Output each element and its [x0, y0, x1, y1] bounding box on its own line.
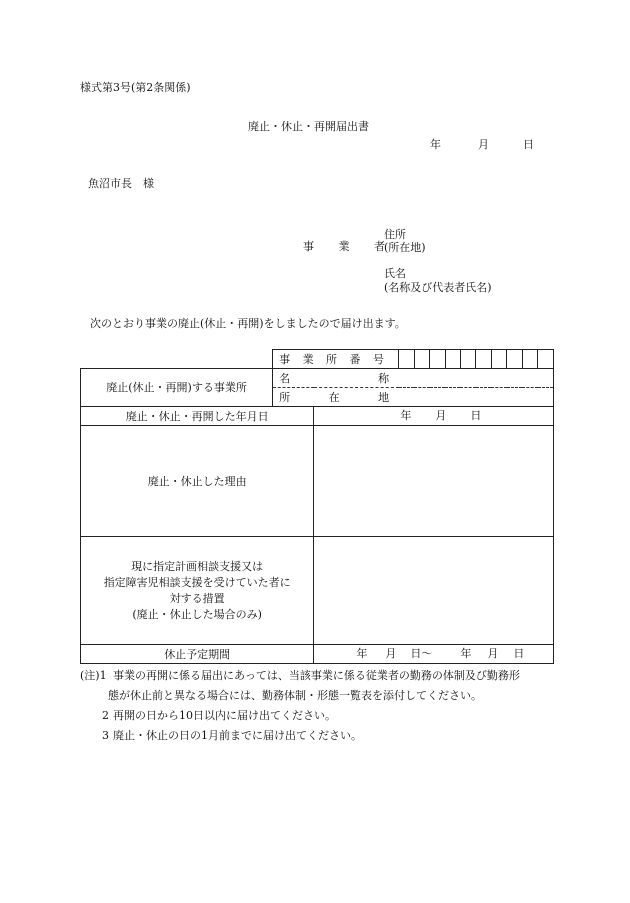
date-row: [81, 407, 554, 426]
measures-label: [81, 537, 314, 645]
note-number: 3: [102, 729, 109, 742]
measures-row: [81, 537, 554, 645]
office-number-digit-box[interactable]: [430, 350, 445, 369]
period-from-month: 月: [385, 647, 397, 660]
period-from-year: 年: [356, 647, 368, 660]
office-location-char: 地: [378, 390, 390, 404]
office-number-digit-box[interactable]: [445, 350, 460, 369]
office-number-digit-box[interactable]: [522, 350, 537, 369]
office-number-digit-box[interactable]: [476, 350, 491, 369]
note-text: 廃止・休止の日の1月前までに届け出てください。: [113, 729, 362, 742]
period-to-day: 日: [513, 647, 525, 660]
date-month: 月: [435, 409, 447, 422]
measures-field[interactable]: [314, 537, 554, 645]
office-location-field[interactable]: [399, 388, 554, 407]
date-day: 日: [470, 409, 482, 422]
office-number-digit-box[interactable]: [460, 350, 475, 369]
note-text: 再開の日から10日以内に届け出てください。: [113, 709, 336, 722]
date-field[interactable]: [314, 407, 554, 426]
measures-line: (廃止・休止した場合のみ): [132, 607, 262, 621]
office-name-char: 名: [279, 371, 291, 385]
office-number-char: 所: [326, 352, 338, 366]
applicant-label-char: 業: [338, 240, 350, 253]
office-name-char: 称: [378, 371, 390, 385]
form-number: 様式第3号(第2条関係): [80, 81, 191, 94]
applicant-label: [303, 241, 385, 252]
period-from-day: 日〜: [410, 647, 433, 660]
office-location-label: [273, 388, 399, 407]
submission-day: 日: [523, 138, 534, 151]
reason-field[interactable]: [314, 426, 554, 537]
note-item: [80, 726, 560, 746]
name-label: 氏名: [384, 267, 406, 280]
office-number-char: 事: [279, 352, 291, 366]
office-location-char: 所: [279, 390, 291, 404]
office-number-digit-box[interactable]: [507, 350, 522, 369]
note-text: 態が休止前と異なる場合には、勤務体制・形態一覧表を添付してください。: [108, 689, 482, 702]
office-number-digit-box[interactable]: [399, 350, 414, 369]
period-to-month: 月: [487, 647, 499, 660]
submission-month: 月: [478, 138, 489, 151]
note-item: [80, 706, 560, 726]
note-number: 2: [102, 709, 109, 722]
office-number-row: [81, 350, 554, 369]
notes: [80, 666, 560, 746]
office-number-label: [273, 350, 399, 369]
office-number-char: 号: [373, 352, 385, 366]
intro-text: 次のとおり事業の廃止(休止・再開)をしましたので届け出ます。: [90, 317, 406, 330]
period-label: 休止予定期間: [81, 645, 314, 664]
office-label: 廃止(休止・再開)する事業所: [81, 369, 273, 407]
reason-row: [81, 426, 554, 537]
addressee: 魚沼市長 様: [88, 177, 154, 190]
period-to-year: 年: [460, 647, 472, 660]
office-number-char: 業: [302, 352, 314, 366]
reason-label: 廃止・休止した理由: [81, 426, 314, 537]
applicant-label-char: 事: [303, 240, 314, 253]
document-title: 廃止・休止・再開届出書: [248, 120, 369, 133]
office-name-label: [273, 369, 399, 388]
note-item: [80, 666, 560, 686]
name-paren: (名称及び代表者氏名): [384, 281, 492, 294]
office-number-digit-box[interactable]: [414, 350, 429, 369]
office-number-digit-box[interactable]: [538, 350, 554, 369]
address-label: 住所: [384, 228, 406, 241]
office-number-char: 番: [349, 352, 361, 366]
measures-line: 指定障害児相談支援を受けていた者に: [103, 575, 291, 589]
period-row: [81, 645, 554, 664]
date-label: 廃止・休止・再開した年月日: [81, 407, 314, 426]
note-number: (注)1: [80, 669, 107, 682]
office-name-row: [81, 369, 554, 388]
notification-table: [80, 349, 554, 664]
measures-line: 現に指定計画相談支援又は: [131, 559, 264, 573]
office-location-char: 在: [328, 390, 340, 404]
address-paren: (所在地): [384, 241, 426, 254]
note-text: 事業の再開に係る届出にあっては、当該事業に係る従業者の勤務の体制及び勤務形: [113, 669, 520, 682]
applicant-label-char: 者: [374, 240, 385, 253]
period-field[interactable]: [314, 645, 554, 664]
date-year: 年: [400, 409, 412, 422]
note-continuation: [80, 686, 560, 706]
measures-line: 対する措置: [169, 591, 225, 605]
submission-year: 年: [430, 138, 441, 151]
office-number-digit-box[interactable]: [491, 350, 506, 369]
blank-corner: [81, 350, 273, 369]
office-name-field[interactable]: [399, 369, 554, 388]
